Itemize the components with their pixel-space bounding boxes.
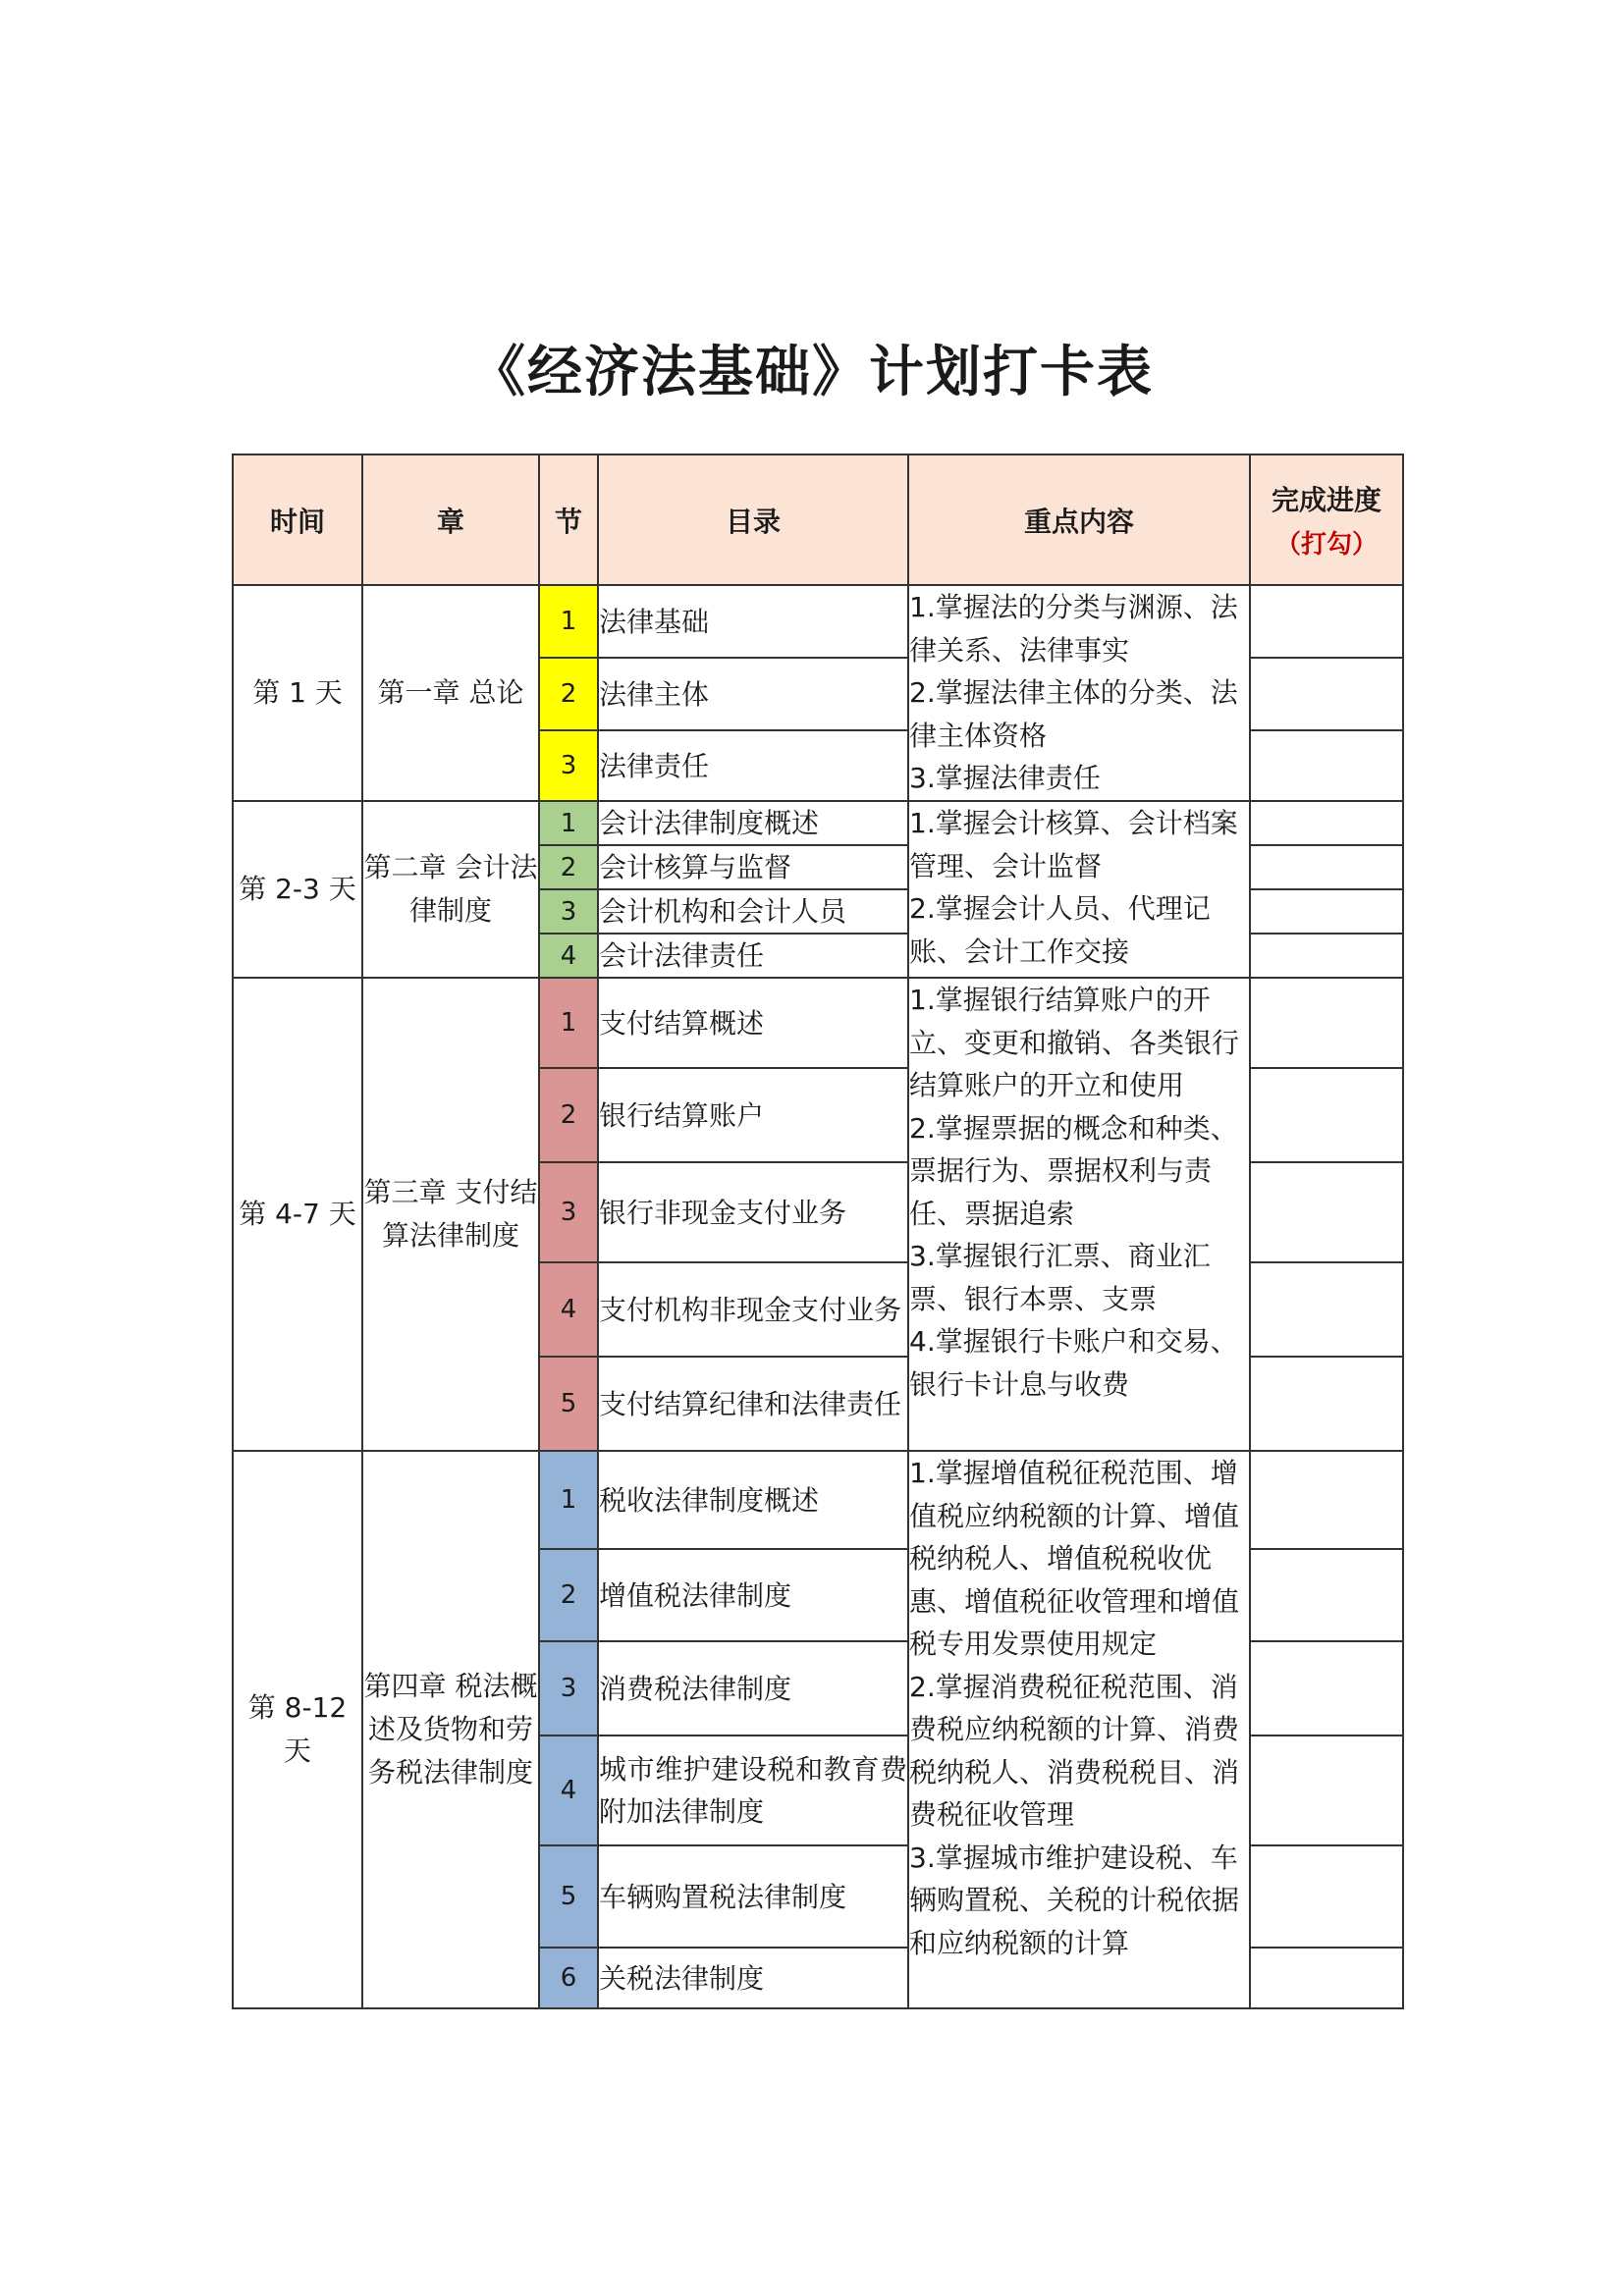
section-title: 城市维护建设税和教育费附加法律制度 xyxy=(598,1735,908,1845)
section-number: 2 xyxy=(539,845,598,889)
day-cell: 第 1 天 xyxy=(233,585,362,801)
key-points-cell xyxy=(908,978,1250,1451)
header-row xyxy=(233,454,1403,585)
section-number: 3 xyxy=(539,1641,598,1735)
progress-checkbox[interactable] xyxy=(1250,1845,1403,1948)
table-row xyxy=(233,801,1403,845)
section-title: 消费税法律制度 xyxy=(598,1641,908,1735)
section-number: 4 xyxy=(539,1262,598,1357)
section-title: 银行非现金支付业务 xyxy=(598,1162,908,1262)
section-title: 支付结算纪律和法律责任 xyxy=(598,1357,908,1451)
progress-checkbox[interactable] xyxy=(1250,585,1403,658)
section-number: 1 xyxy=(539,1451,598,1549)
header-progress xyxy=(1250,454,1403,585)
section-title: 法律责任 xyxy=(598,730,908,801)
section-number: 1 xyxy=(539,978,598,1068)
progress-checkbox[interactable] xyxy=(1250,1549,1403,1641)
header-time: 时间 xyxy=(233,454,362,585)
section-number: 1 xyxy=(539,585,598,658)
section-title: 会计法律责任 xyxy=(598,934,908,978)
chapter-cell: 第三章 支付结算法律制度 xyxy=(362,978,539,1451)
progress-checkbox[interactable] xyxy=(1250,934,1403,978)
progress-checkbox[interactable] xyxy=(1250,889,1403,934)
section-title: 银行结算账户 xyxy=(598,1068,908,1162)
day-cell: 第 8-12 天 xyxy=(233,1451,362,2008)
progress-checkbox[interactable] xyxy=(1250,978,1403,1068)
key-point: 3.掌握银行汇票、商业汇票、银行本票、支票 xyxy=(909,1240,1211,1315)
section-number: 5 xyxy=(539,1845,598,1948)
progress-checkbox[interactable] xyxy=(1250,730,1403,801)
key-point: 3.掌握城市维护建设税、车辆购置税、关税的计税依据和应纳税额的计算 xyxy=(909,1841,1240,1959)
day-cell: 第 2-3 天 xyxy=(233,801,362,978)
section-title: 关税法律制度 xyxy=(598,1948,908,2008)
section-title: 车辆购置税法律制度 xyxy=(598,1845,908,1948)
header-contents: 目录 xyxy=(598,454,908,585)
table-row xyxy=(233,585,1403,658)
section-title: 法律基础 xyxy=(598,585,908,658)
header-chapter: 章 xyxy=(362,454,539,585)
section-number: 1 xyxy=(539,801,598,845)
progress-checkbox[interactable] xyxy=(1250,1641,1403,1735)
progress-checkbox[interactable] xyxy=(1250,801,1403,845)
section-number: 2 xyxy=(539,1068,598,1162)
day-cell: 第 4-7 天 xyxy=(233,978,362,1451)
header-progress-label: 完成进度 xyxy=(1271,484,1381,516)
section-title: 会计法律制度概述 xyxy=(598,801,908,845)
key-points-cell xyxy=(908,1451,1250,2008)
progress-checkbox[interactable] xyxy=(1250,1162,1403,1262)
section-number: 3 xyxy=(539,730,598,801)
key-point: 2.掌握法律主体的分类、法律主体资格 xyxy=(909,676,1238,752)
chapter-cell: 第一章 总论 xyxy=(362,585,539,801)
section-title: 增值税法律制度 xyxy=(598,1549,908,1641)
progress-checkbox[interactable] xyxy=(1250,1451,1403,1549)
key-point: 1.掌握增值税征税范围、增值税应纳税额的计算、增值税纳税人、增值税税收优惠、增值税征收管理和增值税专用发票使用规定 xyxy=(909,1457,1240,1660)
section-number: 3 xyxy=(539,1162,598,1262)
chapter-cell: 第二章 会计法律制度 xyxy=(362,801,539,978)
key-point: 2.掌握票据的概念和种类、票据行为、票据权利与责任、票据追索 xyxy=(909,1111,1238,1230)
progress-checkbox[interactable] xyxy=(1250,1357,1403,1451)
key-point: 3.掌握法律责任 xyxy=(909,762,1101,794)
key-point: 2.掌握会计人员、代理记账、会计工作交接 xyxy=(909,892,1211,968)
section-number: 4 xyxy=(539,1735,598,1845)
section-number: 4 xyxy=(539,934,598,978)
section-title: 会计机构和会计人员 xyxy=(598,889,908,934)
key-points-cell xyxy=(908,801,1250,978)
header-section: 节 xyxy=(539,454,598,585)
key-point: 1.掌握银行结算账户的开立、变更和撤销、各类银行结算账户的开立和使用 xyxy=(909,984,1240,1101)
section-title: 支付结算概述 xyxy=(598,978,908,1068)
progress-checkbox[interactable] xyxy=(1250,1068,1403,1162)
progress-checkbox[interactable] xyxy=(1250,845,1403,889)
header-key-points: 重点内容 xyxy=(908,454,1250,585)
section-title: 税收法律制度概述 xyxy=(598,1451,908,1549)
section-number: 6 xyxy=(539,1948,598,2008)
header-progress-note: （打勾） xyxy=(1274,530,1378,560)
table-row xyxy=(233,1451,1403,1549)
key-point: 1.掌握会计核算、会计档案管理、会计监督 xyxy=(909,807,1238,882)
progress-checkbox[interactable] xyxy=(1250,1735,1403,1845)
key-point: 1.掌握法的分类与渊源、法律关系、法律事实 xyxy=(909,591,1238,667)
progress-checkbox[interactable] xyxy=(1250,658,1403,730)
table-row xyxy=(233,978,1403,1068)
key-point: 4.掌握银行卡账户和交易、银行卡计息与收费 xyxy=(909,1325,1238,1401)
key-points-cell xyxy=(908,585,1250,801)
section-title: 会计核算与监督 xyxy=(598,845,908,889)
progress-checkbox[interactable] xyxy=(1250,1262,1403,1357)
section-number: 2 xyxy=(539,1549,598,1641)
section-number: 2 xyxy=(539,658,598,730)
study-plan-table xyxy=(232,454,1404,2009)
key-point: 2.掌握消费税征税范围、消费税应纳税额的计算、消费税纳税人、消费税税目、消费税征收管理 xyxy=(909,1670,1240,1831)
progress-checkbox[interactable] xyxy=(1250,1948,1403,2008)
section-number: 5 xyxy=(539,1357,598,1451)
section-title: 支付机构非现金支付业务 xyxy=(598,1262,908,1357)
section-number: 3 xyxy=(539,889,598,934)
chapter-cell: 第四章 税法概述及货物和劳务税法律制度 xyxy=(362,1451,539,2008)
section-title: 法律主体 xyxy=(598,658,908,730)
page-title: 《经济法基础》计划打卡表 xyxy=(470,341,1154,404)
